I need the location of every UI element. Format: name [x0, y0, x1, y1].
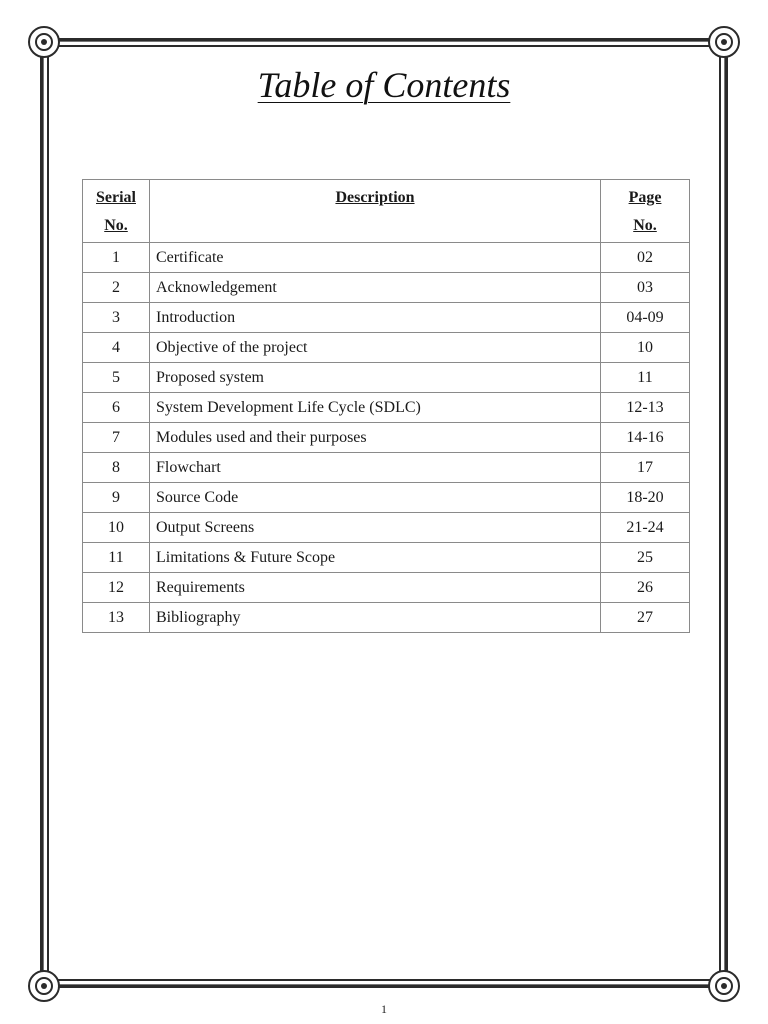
row-serial-cell: 2	[83, 273, 150, 303]
row-serial-cell: 10	[83, 513, 150, 543]
contents-table	[82, 179, 690, 633]
corner-ornament-top-right-icon	[708, 26, 740, 58]
row-description-cell: Proposed system	[150, 363, 601, 393]
header-description: Description	[150, 180, 601, 243]
row-description-cell: Source Code	[150, 483, 601, 513]
row-page-cell: 21-24	[601, 513, 690, 543]
row-description-cell: Bibliography	[150, 603, 601, 633]
row-serial-cell: 11	[83, 543, 150, 573]
row-page-cell: 02	[601, 243, 690, 273]
table-row	[83, 303, 690, 333]
row-page-cell: 18-20	[601, 483, 690, 513]
row-page-cell: 25	[601, 543, 690, 573]
row-serial-cell: 8	[83, 453, 150, 483]
row-page-cell: 27	[601, 603, 690, 633]
row-serial-cell: 12	[83, 573, 150, 603]
row-serial-cell: 1	[83, 243, 150, 273]
row-page-cell: 17	[601, 453, 690, 483]
row-serial-cell: 9	[83, 483, 150, 513]
row-description-cell: Certificate	[150, 243, 601, 273]
row-serial-cell: 4	[83, 333, 150, 363]
table-row	[83, 363, 690, 393]
table-row	[83, 603, 690, 633]
header-serial-line1: Serial	[96, 189, 136, 206]
corner-ornament-bottom-right-icon	[708, 970, 740, 1002]
page-title-text: Table of Contents	[257, 65, 511, 105]
header-serial-line2: No.	[104, 217, 128, 234]
row-page-cell: 14-16	[601, 423, 690, 453]
row-description-cell: Acknowledgement	[150, 273, 601, 303]
page-title	[0, 64, 768, 106]
row-page-cell: 12-13	[601, 393, 690, 423]
row-description-cell: Requirements	[150, 573, 601, 603]
header-page-line2: No.	[633, 217, 657, 234]
row-description-cell: Introduction	[150, 303, 601, 333]
header-page-line1: Page	[628, 189, 662, 206]
row-serial-cell: 5	[83, 363, 150, 393]
header-serial-no	[83, 180, 150, 243]
row-description-cell: Modules used and their purposes	[150, 423, 601, 453]
corner-ornament-top-left-icon	[28, 26, 60, 58]
row-description-cell: Objective of the project	[150, 333, 601, 363]
table-row	[83, 243, 690, 273]
header-page-no	[601, 180, 690, 243]
table-row	[83, 573, 690, 603]
row-page-cell: 26	[601, 573, 690, 603]
row-description-cell: System Development Life Cycle (SDLC)	[150, 393, 601, 423]
table-row	[83, 543, 690, 573]
table-row	[83, 393, 690, 423]
row-page-cell: 10	[601, 333, 690, 363]
table-row	[83, 273, 690, 303]
row-page-cell: 03	[601, 273, 690, 303]
contents-table-body	[83, 243, 690, 633]
corner-ornament-bottom-left-icon	[28, 970, 60, 1002]
row-serial-cell: 3	[83, 303, 150, 333]
page-number: 1	[381, 1002, 387, 1016]
row-serial-cell: 13	[83, 603, 150, 633]
table-row	[83, 453, 690, 483]
table-row	[83, 483, 690, 513]
table-header-row	[83, 180, 690, 243]
row-description-cell: Flowchart	[150, 453, 601, 483]
table-row	[83, 333, 690, 363]
row-description-cell: Limitations & Future Scope	[150, 543, 601, 573]
row-page-cell: 11	[601, 363, 690, 393]
table-row	[83, 423, 690, 453]
row-description-cell: Output Screens	[150, 513, 601, 543]
row-serial-cell: 7	[83, 423, 150, 453]
row-page-cell: 04-09	[601, 303, 690, 333]
table-row	[83, 513, 690, 543]
row-serial-cell: 6	[83, 393, 150, 423]
